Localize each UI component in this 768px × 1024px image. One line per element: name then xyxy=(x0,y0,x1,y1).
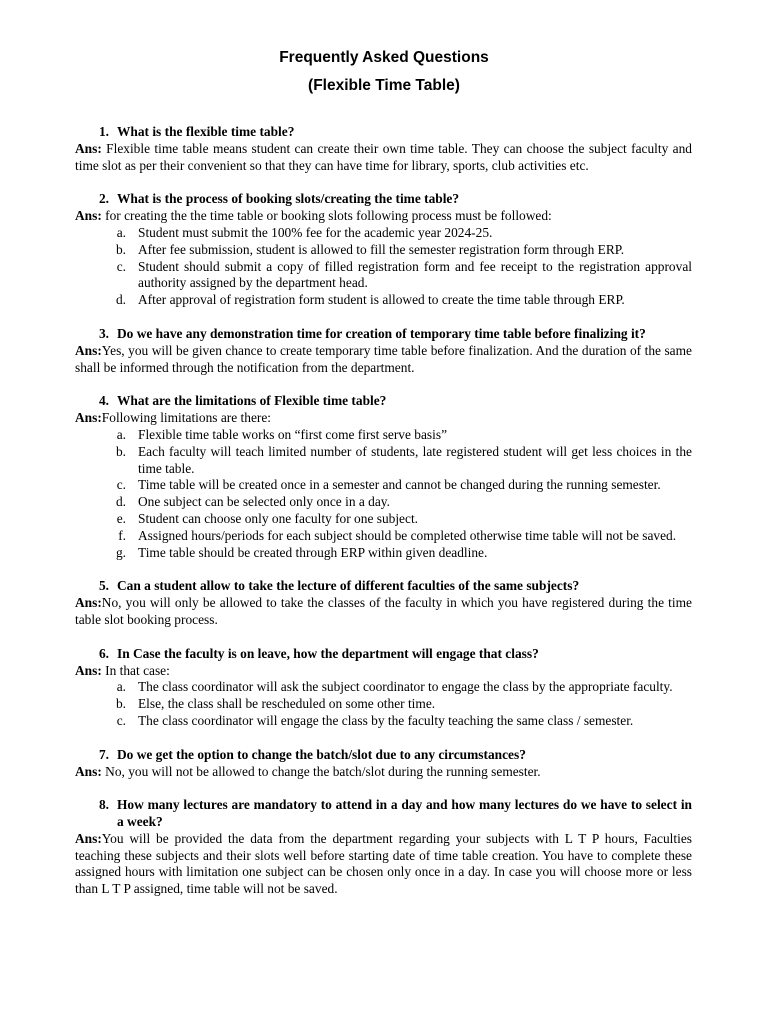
answer-label: Ans: xyxy=(75,410,102,426)
answer-label: Ans: xyxy=(75,763,102,779)
answer-text: No, you will only be allowed to take the classes of the faculty in which you have registered during the time table slot booking process. xyxy=(75,595,692,627)
faq-answer xyxy=(75,343,692,377)
list-item-letter: g. xyxy=(115,544,126,560)
list-item-text: Flexible time table works on “first come first serve basis” xyxy=(138,426,448,442)
title-line-2: (Flexible Time Table) xyxy=(308,77,460,94)
list-item-letter: a. xyxy=(116,679,126,695)
faq-answer xyxy=(75,764,692,781)
list-item-letter: b. xyxy=(115,241,126,257)
faq-answer xyxy=(75,141,692,175)
list-item-text: Student should submit a copy of filled registration form and fee receipt to the registration approval authority assigned by the department head. xyxy=(138,258,692,291)
question-text: What is the process of booking slots/creating the time table? xyxy=(117,191,460,207)
faq-answer xyxy=(75,663,692,680)
question-text: How many lectures are mandatory to attend in a day and how many lectures do we have to select in a week? xyxy=(117,797,692,830)
document-title xyxy=(0,44,768,100)
question-number: 3. xyxy=(98,325,109,341)
list-item-letter: c. xyxy=(116,712,126,728)
faq-answer xyxy=(75,831,692,898)
list-item xyxy=(75,713,692,730)
question-number: 7. xyxy=(98,746,109,762)
list-item-letter: a. xyxy=(116,224,126,240)
list-item xyxy=(75,427,692,444)
faq-question xyxy=(75,797,692,831)
title-line-1: Frequently Asked Questions xyxy=(279,49,489,66)
faq-question xyxy=(75,393,692,410)
list-item xyxy=(75,242,692,259)
list-item-text: Else, the class shall be rescheduled on some other time. xyxy=(138,696,436,712)
faq-list xyxy=(75,124,692,915)
question-text: In Case the faculty is on leave, how the department will engage that class? xyxy=(117,645,539,661)
list-item-text: The class coordinator will engage the class by the faculty teaching the same class / semester. xyxy=(138,712,634,728)
list-item-letter: c. xyxy=(116,477,126,493)
faq-item xyxy=(75,747,692,781)
list-item-letter: d. xyxy=(115,292,126,308)
list-item xyxy=(75,477,692,494)
answer-sublist xyxy=(75,427,692,561)
list-item xyxy=(75,259,692,293)
list-item-text: Student must submit the 100% fee for the academic year 2024-25. xyxy=(138,224,493,240)
faq-item xyxy=(75,646,692,730)
question-text: What are the limitations of Flexible time table? xyxy=(117,393,387,409)
answer-text: Following limitations are there: xyxy=(101,410,272,426)
answer-label: Ans: xyxy=(75,830,102,846)
list-item xyxy=(75,696,692,713)
answer-label: Ans: xyxy=(75,140,102,156)
question-text: Can a student allow to take the lecture of different faculties of the same subjects? xyxy=(117,578,580,594)
list-item xyxy=(75,679,692,696)
list-item-text: Time table should be created through ERP within given deadline. xyxy=(138,544,488,560)
list-item-text: Assigned hours/periods for each subject should be completed otherwise time table will not be saved. xyxy=(138,527,677,543)
list-item xyxy=(75,225,692,242)
question-text: What is the flexible time table? xyxy=(117,124,295,139)
faq-question xyxy=(75,191,692,208)
faq-answer xyxy=(75,595,692,629)
list-item xyxy=(75,528,692,545)
faq-answer xyxy=(75,208,692,225)
question-number: 1. xyxy=(98,124,109,139)
list-item-letter: b. xyxy=(115,443,126,459)
answer-text: No, you will not be allowed to change the batch/slot during the running semester. xyxy=(101,763,541,779)
list-item xyxy=(75,444,692,478)
list-item xyxy=(75,494,692,511)
answer-label: Ans: xyxy=(75,208,102,224)
answer-text: In that case: xyxy=(101,662,170,678)
question-text: Do we get the option to change the batch/slot due to any circumstances? xyxy=(117,746,526,762)
faq-question xyxy=(75,124,692,141)
list-item-letter: f. xyxy=(118,527,126,543)
list-item-text: After approval of registration form student is allowed to create the time table through ERP. xyxy=(138,292,625,308)
answer-text: for creating the the time table or booking slots following process must be followed: xyxy=(101,208,552,224)
answer-label: Ans: xyxy=(75,662,102,678)
faq-question xyxy=(75,326,692,343)
list-item-text: Each faculty will teach limited number of students, late registered student will get less choices in the time table. xyxy=(138,443,692,476)
question-number: 2. xyxy=(98,191,109,207)
answer-sublist xyxy=(75,679,692,729)
list-item-letter: c. xyxy=(116,258,126,274)
list-item-text: The class coordinator will ask the subject coordinator to engage the class by the appropriate faculty. xyxy=(138,679,673,695)
faq-answer xyxy=(75,410,692,427)
list-item xyxy=(75,545,692,562)
question-number: 4. xyxy=(98,393,109,409)
faq-question xyxy=(75,747,692,764)
question-text: Do we have any demonstration time for creation of temporary time table before finalizing it? xyxy=(117,325,646,341)
question-number: 5. xyxy=(98,578,109,594)
answer-text: Flexible time table means student can create their own time table. They can choose the subject faculty and time slot as per their convenient so that they can have time for library, sports, club activities etc. xyxy=(75,140,692,173)
faq-item xyxy=(75,797,692,898)
faq-question xyxy=(75,646,692,663)
list-item-letter: b. xyxy=(115,696,126,712)
answer-label: Ans: xyxy=(75,595,102,611)
list-item-text: One subject can be selected only once in a day. xyxy=(138,494,390,510)
answer-text: You will be provided the data from the department regarding your subjects with L T P hours, Faculties teaching these subjects and their slots well before starting date of time table creation. You have to complete these assigned hours with limitation one subject can be chosen only once in a day. In case you will choose more or less than L T P assigned, time table will not be saved. xyxy=(75,830,692,897)
answer-sublist xyxy=(75,225,692,309)
list-item-letter: d. xyxy=(115,494,126,510)
answer-label: Ans: xyxy=(75,342,102,358)
list-item-text: Time table will be created once in a semester and cannot be changed during the running semester. xyxy=(138,477,661,493)
faq-item xyxy=(75,326,692,376)
question-number: 6. xyxy=(98,645,109,661)
list-item-text: After fee submission, student is allowed to fill the semester registration form through ERP. xyxy=(138,241,625,257)
faq-item xyxy=(75,393,692,561)
faq-item xyxy=(75,191,692,309)
question-number: 8. xyxy=(98,797,109,813)
faq-item xyxy=(75,124,692,174)
list-item-letter: a. xyxy=(116,426,126,442)
list-item-letter: e. xyxy=(116,510,126,526)
list-item xyxy=(75,511,692,528)
list-item xyxy=(75,292,692,309)
faq-item xyxy=(75,578,692,628)
list-item-text: Student can choose only one faculty for one subject. xyxy=(138,510,419,526)
faq-question xyxy=(75,578,692,595)
answer-text: Yes, you will be given chance to create temporary time table before finalization. And the duration of the same shall be informed through the notification from the department. xyxy=(75,342,692,375)
